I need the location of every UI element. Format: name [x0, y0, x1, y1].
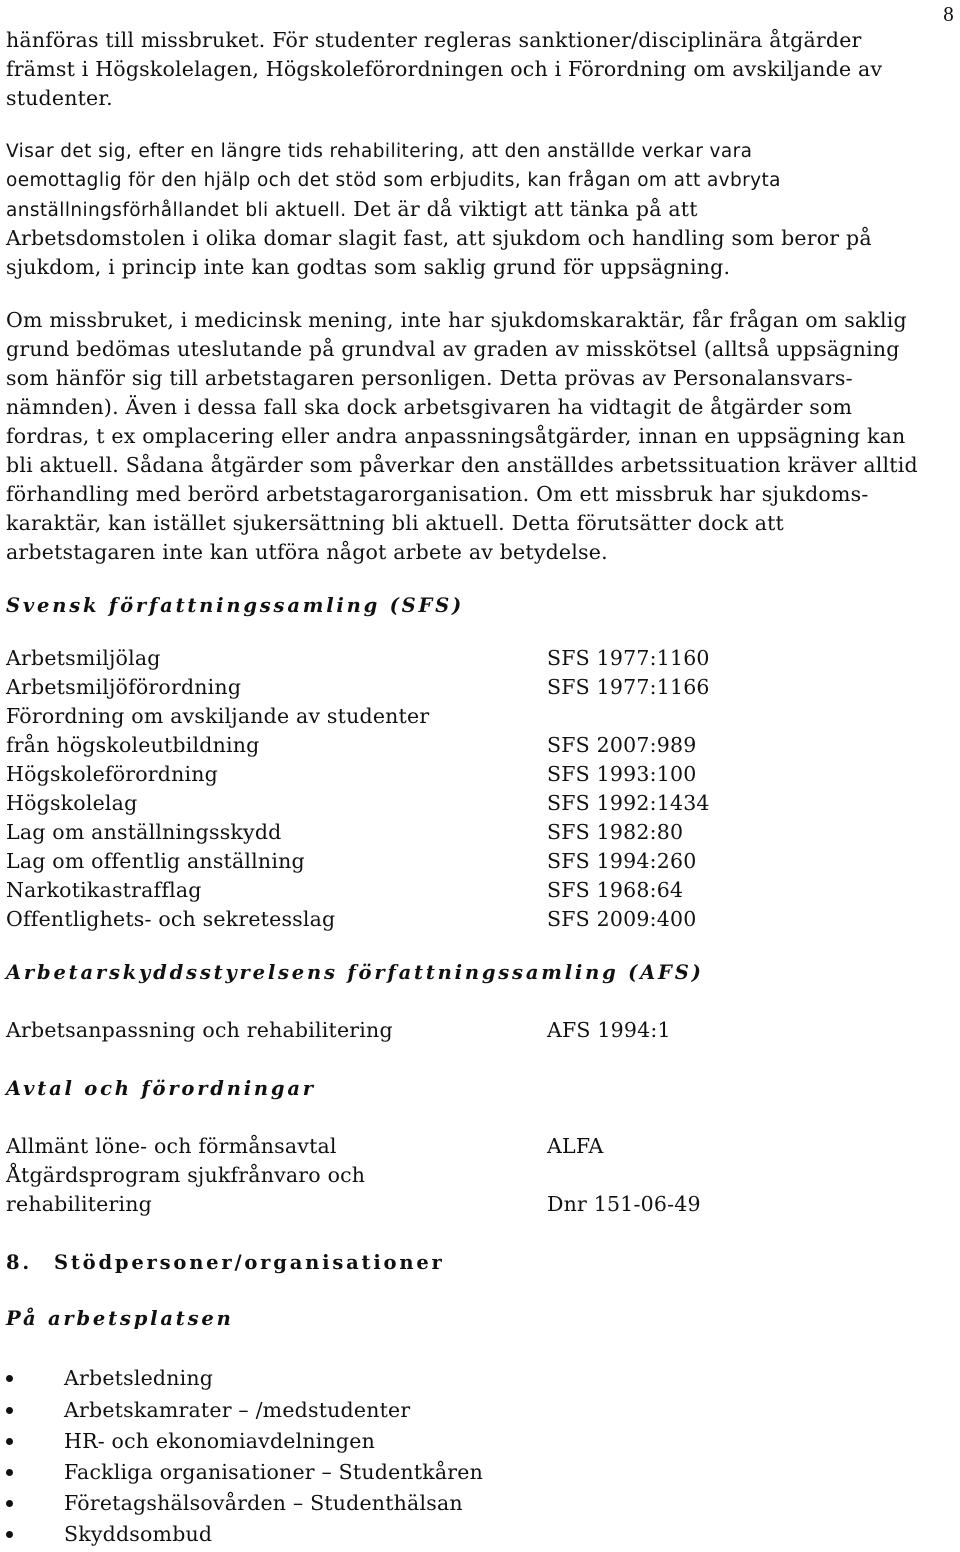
- avtal-ref: ALFA: [547, 1134, 604, 1158]
- sfs-law-ref: SFS 2009:400: [547, 907, 697, 931]
- paragraph-2-line: Visar det sig, efter en längre tids rehabilitering, att den anställde verkar vara: [6, 141, 753, 162]
- sfs-law-name: Förordning om avskiljande av studenter: [6, 704, 430, 728]
- sfs-law-ref: SFS 1968:64: [547, 878, 684, 902]
- afs-name: Arbetsanpassning och rehabilitering: [6, 1018, 393, 1042]
- bullet-icon: [6, 1469, 13, 1476]
- section-8-subheading: På arbetsplatsen: [6, 1307, 234, 1330]
- sfs-law-name: Arbetsmiljöförordning: [6, 675, 242, 699]
- paragraph-3-line: arbetstagaren inte kan utföra något arbete av betydelse.: [6, 540, 608, 564]
- support-list-item: Arbetskamrater – /medstudenter: [64, 1398, 411, 1422]
- sfs-law-name: Lag om offentlig anställning: [6, 849, 305, 873]
- section-8-number: 8.: [6, 1251, 32, 1274]
- paragraph-2-line: oemottaglig för den hjälp och det stöd som erbjudits, kan frågan om att avbryta: [6, 170, 781, 191]
- avtal-ref: Dnr 151-06-49: [547, 1192, 701, 1216]
- paragraph-1-line: främst i Högskolelagen, Högskoleförordningen och i Förordning om avskiljande av: [6, 57, 883, 81]
- paragraph-3-line: förhandling med berörd arbetstagarorganisation. Om ett missbruk har sjukdoms-: [6, 482, 869, 506]
- support-list-item: Företagshälsovården – Studenthälsan: [64, 1491, 463, 1515]
- afs-ref: AFS 1994:1: [547, 1018, 671, 1042]
- sfs-law-ref: SFS 1977:1166: [547, 675, 710, 699]
- sfs-law-name: Högskoleförordning: [6, 762, 218, 786]
- sfs-law-ref: SFS 1982:80: [547, 820, 684, 844]
- bullet-icon: [6, 1438, 13, 1445]
- paragraph-1-line: studenter.: [6, 86, 113, 110]
- section-8-heading: [6, 1248, 445, 1277]
- sfs-law-ref: SFS 2007:989: [547, 733, 697, 757]
- paragraph-3-line: nämnden). Även i dessa fall ska dock arbetsgivaren ha vidtagit de åtgärder som: [6, 395, 853, 419]
- page-number: 8: [943, 2, 954, 26]
- sfs-law-ref: SFS 1977:1160: [547, 646, 710, 670]
- paragraph-3-line: som hänför sig till arbetstagaren personligen. Detta prövas av Personalansvars-: [6, 366, 853, 390]
- bullet-icon: [6, 1375, 13, 1382]
- sfs-law-name: Arbetsmiljölag: [6, 646, 161, 670]
- section-8-title: Stödpersoner/organisationer: [53, 1251, 445, 1274]
- paragraph-3-line: karaktär, kan istället sjukersättning bli aktuell. Detta förutsätter dock att: [6, 511, 784, 535]
- paragraph-2-line: Arbetsdomstolen i olika domar slagit fast, att sjukdom och handling som beror på: [6, 226, 872, 250]
- paragraph-2-sentence-start: Det är då viktigt att tänka på att: [346, 197, 698, 221]
- sfs-law-name: Offentlighets- och sekretesslag: [6, 907, 336, 931]
- paragraph-2-line: sjukdom, i princip inte kan godtas som saklig grund för uppsägning.: [6, 255, 731, 279]
- avtal-name: rehabilitering: [6, 1192, 152, 1216]
- sfs-law-name: Högskolelag: [6, 791, 138, 815]
- bullet-icon: [6, 1500, 13, 1507]
- sfs-law-name: Narkotikastrafflag: [6, 878, 202, 902]
- sfs-law-ref: SFS 1992:1434: [547, 791, 710, 815]
- paragraph-1-line: hänföras till missbruket. För studenter regleras sanktioner/disciplinära åtgärder: [6, 28, 862, 52]
- avtal-name: Åtgärdsprogram sjukfrånvaro och: [6, 1163, 366, 1187]
- support-list-item: HR- och ekonomiavdelningen: [64, 1429, 375, 1453]
- paragraph-2-line: [6, 195, 698, 225]
- support-list-item: Skyddsombud: [64, 1522, 213, 1546]
- sfs-law-ref: SFS 1994:260: [547, 849, 697, 873]
- paragraph-3-line: bli aktuell. Sådana åtgärder som påverkar den anställdes arbetssituation kräver alltid: [6, 453, 918, 477]
- paragraph-3-line: fordras, t ex omplacering eller andra anpassningsåtgärder, innan en uppsägning kan: [6, 424, 906, 448]
- afs-heading: Arbetarskyddsstyrelsens författningssamling (AFS): [6, 961, 704, 984]
- sfs-law-name: från högskoleutbildning: [6, 733, 260, 757]
- bullet-icon: [6, 1531, 13, 1538]
- paragraph-3-line: grund bedömas uteslutande på grundval av graden av misskötsel (alltså uppsägning: [6, 337, 900, 361]
- sfs-heading: Svensk författningssamling (SFS): [6, 594, 465, 617]
- avtal-name: Allmänt löne- och förmånsavtal: [6, 1134, 337, 1158]
- bullet-icon: [6, 1407, 13, 1414]
- avtal-heading: Avtal och förordningar: [6, 1077, 316, 1100]
- support-list-item: Fackliga organisationer – Studentkåren: [64, 1460, 484, 1484]
- paragraph-3-line: Om missbruket, i medicinsk mening, inte har sjukdomskaraktär, får frågan om saklig: [6, 308, 907, 332]
- paragraph-2-sentence-end: anställningsförhållandet bli aktuell.: [6, 200, 347, 221]
- support-list-item: Arbetsledning: [64, 1366, 214, 1390]
- sfs-law-name: Lag om anställningsskydd: [6, 820, 282, 844]
- sfs-law-ref: SFS 1993:100: [547, 762, 697, 786]
